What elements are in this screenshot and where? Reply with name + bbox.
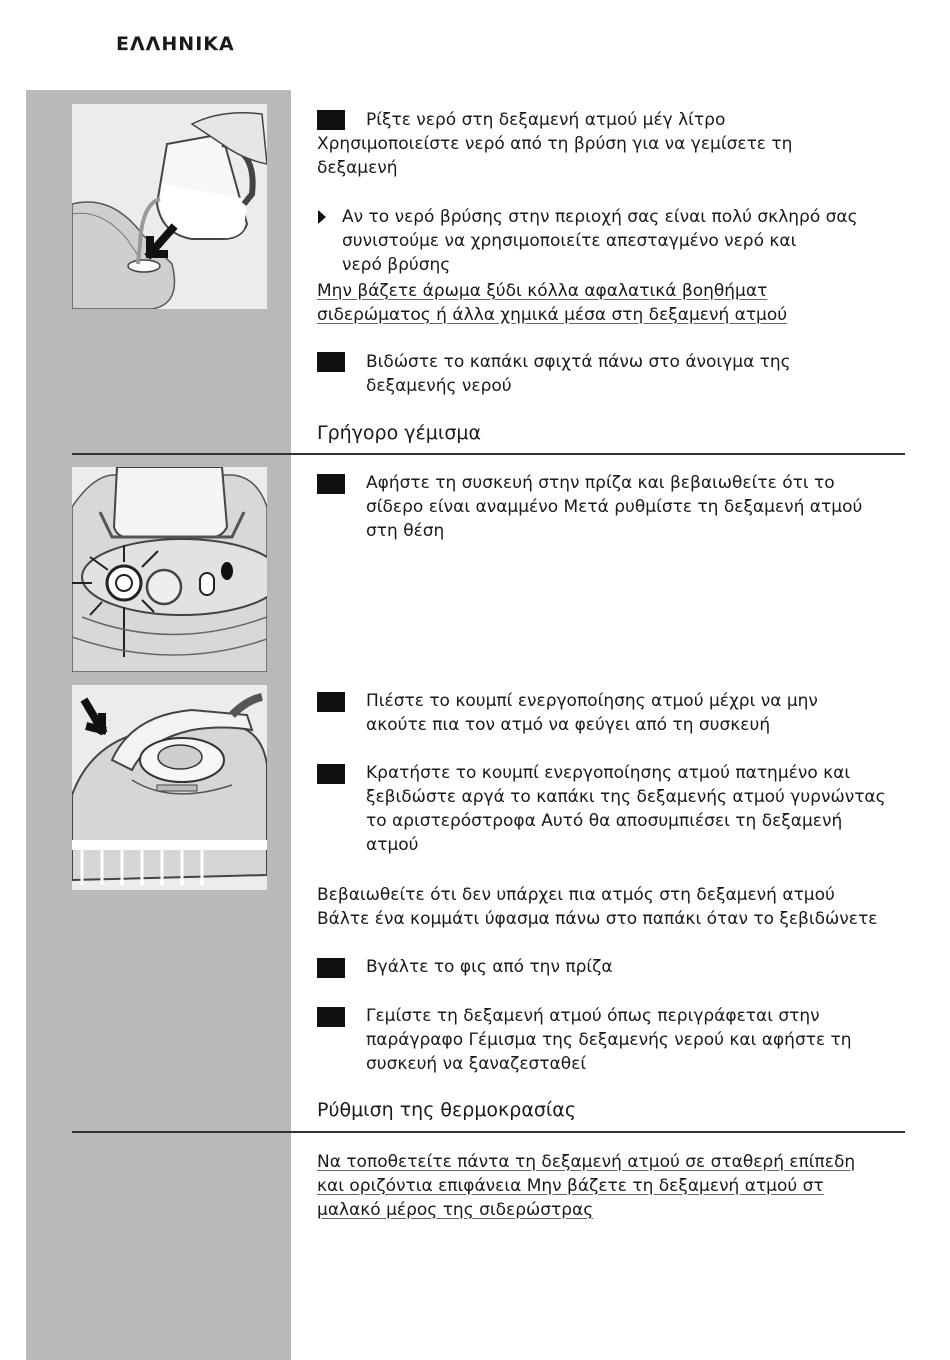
step-line: Βγάλτε το φις από την πρίζα (366, 957, 613, 977)
note-line: Χρησιμοποιείστε νερό από τη βρύση για να γεμίσετε τη (317, 134, 793, 154)
warning-line: σιδερώματος ή άλλα χημικά μέσα στη δεξαμενή ατμού (317, 305, 788, 325)
step-marker (317, 764, 345, 784)
figure-press-steam-button (72, 685, 267, 890)
step-line: ατμού (366, 835, 419, 855)
step-line: Πιέστε το κουμπί ενεργοποίησης ατμού μέχρι να μην (366, 691, 818, 711)
figure-pour-water (72, 104, 267, 309)
step-marker (317, 692, 345, 712)
warning-line: και οριζόντια επιφάνεια Μην βάζετε τη δεξαμενή ατμού στ (317, 1176, 824, 1196)
step-line: παράγραφο Γέμισμα της δεξαμενής νερού και αφήστε τη (366, 1030, 852, 1050)
step-line: Κρατήστε το κουμπί ενεργοποίησης ατμού πατημένο και (366, 763, 851, 783)
bullet-icon (318, 210, 326, 224)
note-line: δεξαμενή (317, 158, 398, 178)
step-marker (317, 474, 345, 494)
section-rule (72, 1131, 905, 1133)
step-line: δεξαμενής νερού (366, 376, 512, 396)
step-line: το αριστερόστροφα Αυτό θα αποσυμπιέσει τη δεξαμενή (366, 811, 843, 831)
tip-line: συνιστούμε να χρησιμοποιείτε απεσταγμένο νερό και (342, 231, 797, 251)
step-marker (317, 958, 345, 978)
section-title-temperature: Ρύθμιση της θερμοκρασίας (317, 1099, 576, 1121)
step-line: Γεμίστε τη δεξαμενή ατμού όπως περιγράφεται στην (366, 1006, 820, 1026)
tip-line: νερό βρύσης (342, 255, 451, 275)
warning-line: Να τοποθετείτε πάντα τη δεξαμενή ατμού σε σταθερή επίπεδη (317, 1152, 856, 1172)
step-line: Αφήστε τη συσκευή στην πρίζα και βεβαιωθείτε ότι το (366, 473, 835, 493)
step-line: Βιδώστε το καπάκι σφιχτά πάνω στο άνοιγμα της (366, 352, 791, 372)
step-marker (317, 1007, 345, 1027)
step-line: συσκευή να ξαναζεσταθεί (366, 1054, 587, 1074)
figure-control-dial (72, 467, 267, 672)
warning-line: Μην βάζετε άρωμα ξύδι κόλλα αφαλατικά βοηθήματ (317, 281, 768, 301)
section-rule (72, 453, 905, 455)
step-line: σίδερο είναι αναμμένο Μετά ρυθμίστε τη δεξαμενή ατμού (366, 497, 863, 517)
step-line: ξεβιδώστε αργά το καπάκι της δεξαμενής ατμού γυρνώντας (366, 787, 886, 807)
step-marker (317, 352, 345, 372)
note-line: Βάλτε ένα κομμάτι ύφασμα πάνω στο παπάκι όταν το ξεβιδώνετε (317, 909, 878, 929)
step-line: ακούτε πια τον ατμό να φεύγει από τη συσκευή (366, 715, 771, 735)
tip-line: Αν το νερό βρύσης στην περιοχή σας είναι πολύ σκληρό σας (342, 207, 858, 227)
step-marker (317, 110, 345, 130)
section-title-quick-fill: Γρήγορο γέμισμα (317, 422, 481, 444)
step-line: στη θέση (366, 521, 445, 541)
note-line: Βεβαιωθείτε ότι δεν υπάρχει πια ατμός στη δεξαμενή ατμού (317, 885, 835, 905)
warning-line: μαλακό μέρος της σιδερώστρας (317, 1200, 594, 1220)
language-heading: ΕΛΛΗΝΙΚΑ (116, 33, 235, 55)
step-fill-water: Ρίξτε νερό στη δεξαμενή ατμού μέγ λίτρο (366, 110, 726, 130)
